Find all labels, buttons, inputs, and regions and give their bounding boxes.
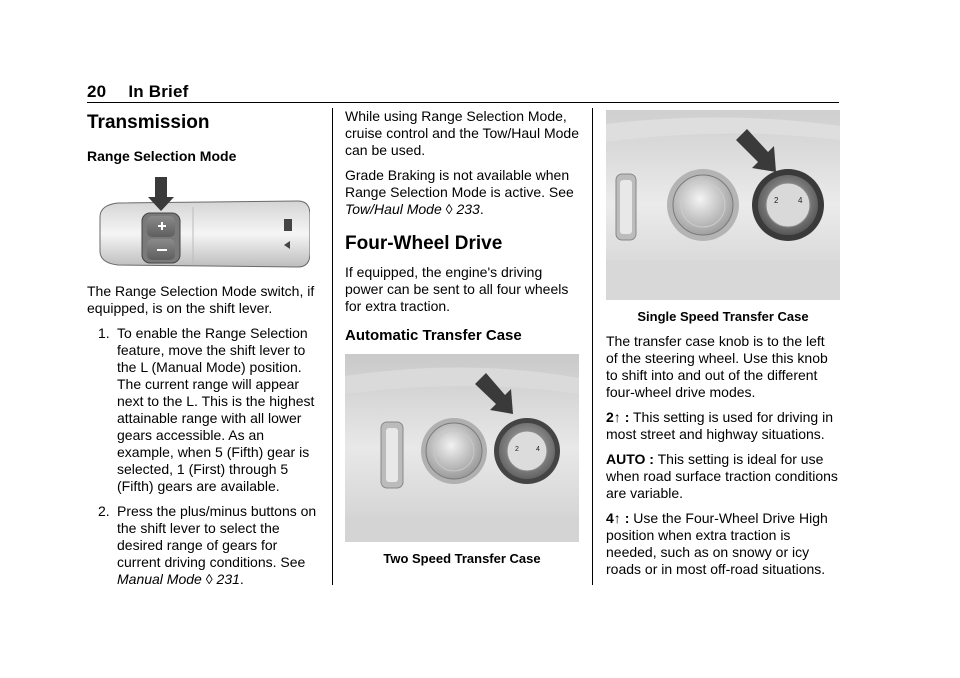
range-selection-heading: Range Selection Mode bbox=[87, 148, 237, 164]
page-ref-icon: ◊ bbox=[205, 571, 213, 587]
column-2 bbox=[345, 108, 579, 575]
two-speed-transfer-case-illustration bbox=[345, 354, 579, 542]
page-ref-icon: ◊ bbox=[445, 201, 453, 217]
column-3 bbox=[606, 108, 840, 586]
two-speed-caption: Two Speed Transfer Case bbox=[383, 551, 541, 566]
cruise-control-paragraph: While using Range Selection Mode, cruise control and the Tow/Haul Mode can be used. bbox=[345, 108, 579, 158]
up-arrow-icon: ↑ bbox=[613, 409, 621, 425]
page-number: 20 bbox=[87, 82, 107, 101]
dial-label-2: 2 bbox=[774, 196, 779, 205]
shift-lever-illustration bbox=[98, 175, 310, 275]
transmission-heading: Transmission bbox=[87, 112, 210, 133]
automatic-transfer-case-heading: Automatic Transfer Case bbox=[345, 327, 522, 344]
step-2: 2. Press the plus/minus buttons on the shift lever to select the desired range of gears for current driving conditions. See Manual Mode ◊ 231. bbox=[98, 503, 317, 587]
column-divider-1 bbox=[332, 108, 333, 585]
dial-label-2: 2 bbox=[515, 446, 519, 453]
grade-braking-paragraph: Grade Braking is not available when Range Selection Mode is active. See Tow/Haul Mode ◊ 233. bbox=[345, 167, 574, 217]
tow-haul-mode-link[interactable]: Tow/Haul Mode bbox=[345, 201, 442, 217]
dial-label-4: 4 bbox=[536, 446, 540, 453]
column-divider-2 bbox=[592, 108, 593, 585]
column-1 bbox=[87, 108, 322, 596]
step-1: 1. To enable the Range Selection feature, move the shift lever to the L (Manual Mode) position. The current range will appear next to the L. This is the highest attainable range with all lower gears accessible. As an example, when 5 (Fifth) gear is selected, 1 (First) through 5 (Fifth) gears are available. bbox=[98, 325, 315, 494]
up-arrow-icon: ↑ bbox=[613, 510, 621, 526]
single-speed-transfer-case-illustration bbox=[606, 110, 840, 300]
mode-auto: AUTO : This setting is ideal for use when road surface traction conditions are variable. bbox=[606, 451, 838, 501]
manual-mode-link[interactable]: Manual Mode bbox=[117, 571, 202, 587]
mode-2-high: 2↑ : This setting is used for driving in most street and highway situations. bbox=[606, 409, 833, 442]
section-title: In Brief bbox=[128, 82, 189, 101]
mode-4-high: 4↑ : Use the Four-Wheel Drive High position when extra traction is needed, such as on snowy or icy roads or in most off-road situations. bbox=[606, 510, 828, 577]
range-selection-intro: The Range Selection Mode switch, if equipped, is on the shift lever. bbox=[87, 283, 315, 316]
steps-list bbox=[87, 325, 322, 588]
transfer-case-knob-paragraph: The transfer case knob is to the left of the steering wheel. Use this knob to shift into and out of the different four-wheel drive modes. bbox=[606, 333, 828, 400]
page-header bbox=[87, 82, 839, 102]
single-speed-caption: Single Speed Transfer Case bbox=[637, 309, 809, 324]
four-wheel-drive-heading: Four-Wheel Drive bbox=[345, 233, 503, 254]
header-rule bbox=[87, 102, 839, 103]
dial-label-4: 4 bbox=[798, 196, 803, 205]
four-wheel-drive-intro: If equipped, the engine's driving power can be sent to all four wheels for extra traction. bbox=[345, 264, 569, 314]
